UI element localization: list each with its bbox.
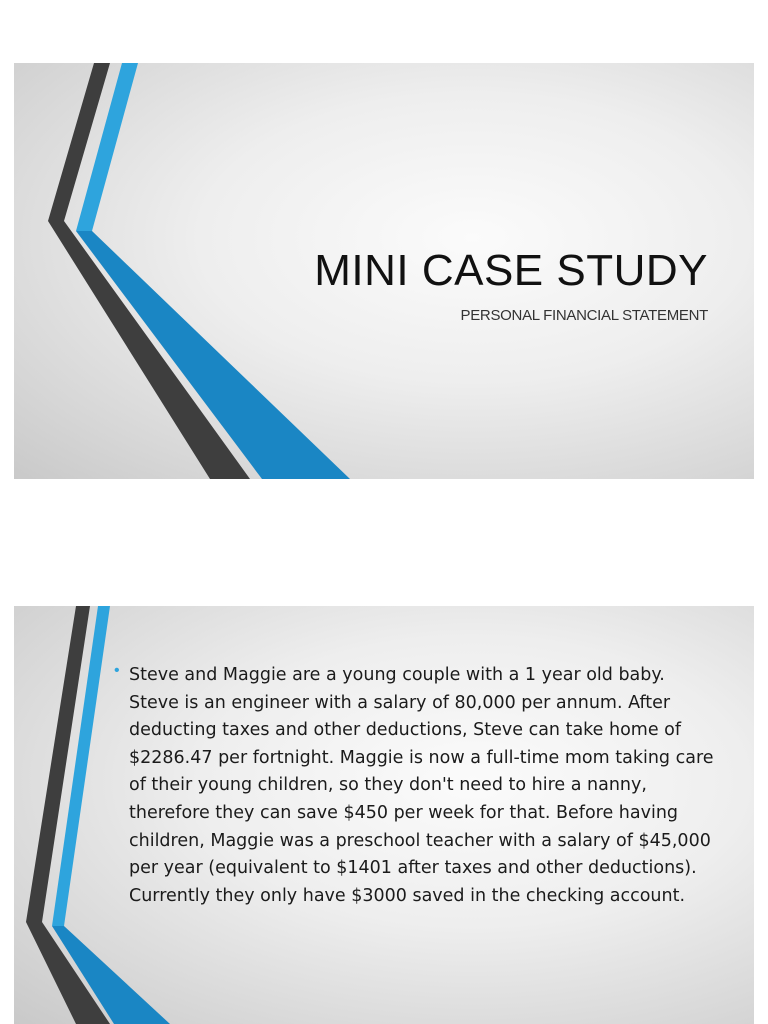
bullet-icon: •	[114, 662, 120, 679]
content-slide	[14, 606, 754, 1024]
bullet-list	[114, 662, 719, 910]
slide-title: MINI CASE STUDY	[314, 246, 708, 295]
title-slide	[14, 63, 754, 479]
bullet-text: Steve and Maggie are a young couple with a 1 year old baby. Steve is an engineer with a salary of 80,000 per annum. After deducting taxes and other deductions, Steve can take home of $2286.47 per fortnight. Maggie is now a full-time mom taking care of their young children, so they don't need to hire a nanny, therefore they can save $450 per week for that. Before having children, Maggie was a preschool teacher with a salary of $45,000 per year (equivalent to $1401 after taxes and other deductions). Currently they only have $3000 saved in the checking account.	[129, 665, 714, 906]
slide-subtitle: PERSONAL FINANCIAL STATEMENT	[460, 307, 708, 324]
